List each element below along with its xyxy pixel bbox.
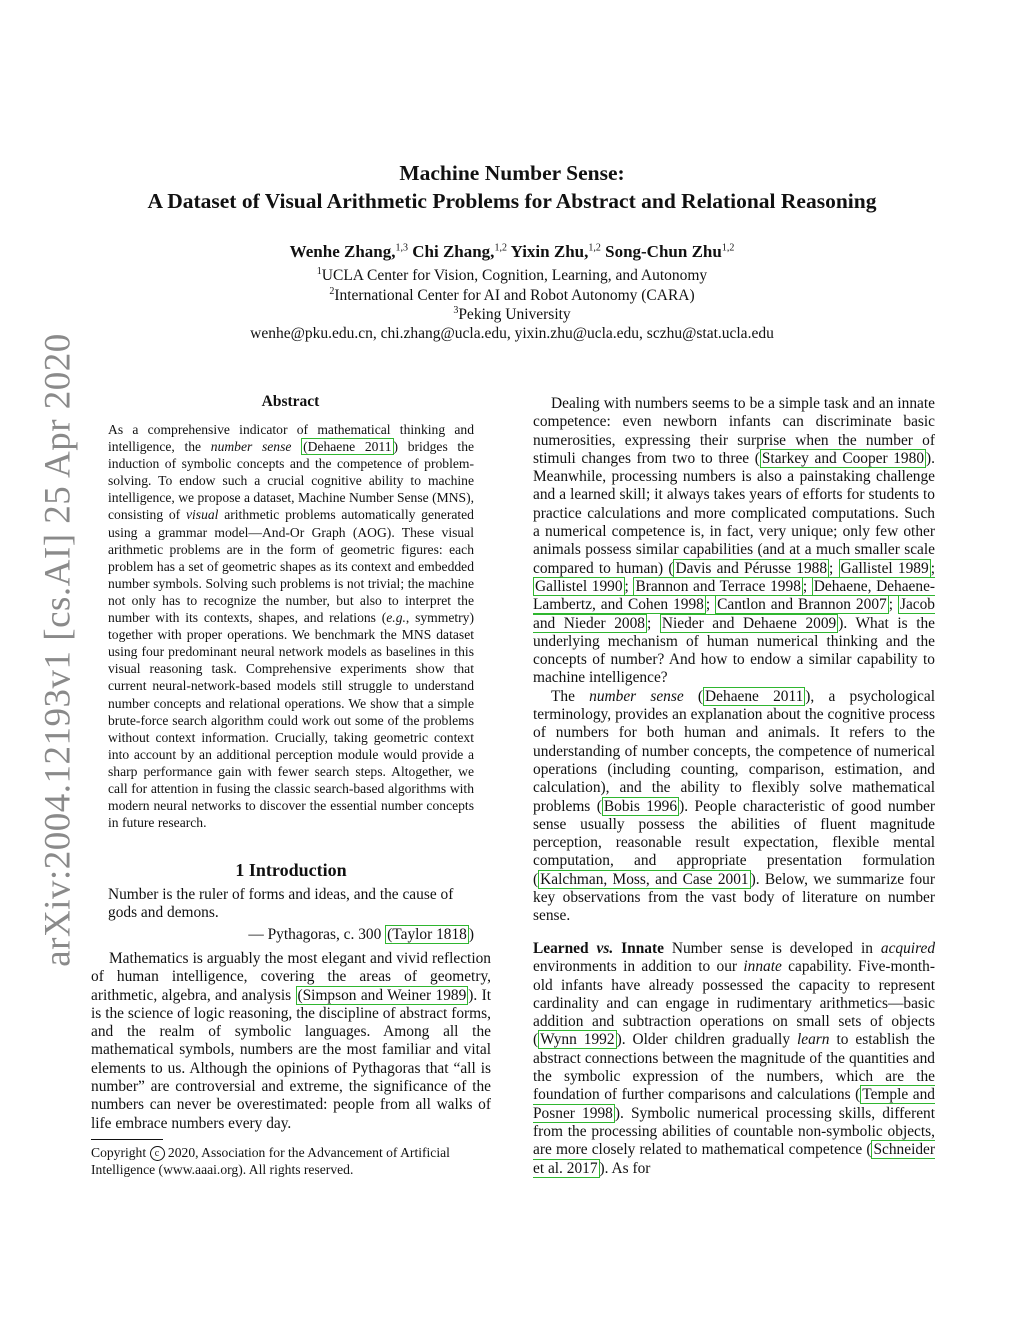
- right-column-paragraphs: [533, 395, 935, 926]
- author-name: Song-Chun Zhu: [605, 242, 722, 261]
- citation-link[interactable]: Brannon and Terrace 1998: [635, 577, 801, 595]
- affiliation: [0, 286, 1024, 305]
- abstract-heading: Abstract: [261, 393, 320, 410]
- author-name: Wenhe Zhang,: [289, 242, 396, 261]
- copyright-symbol: c: [150, 1146, 165, 1161]
- affiliation-text: International Center for AI and Robot Autonomy (CARA): [334, 287, 695, 304]
- author-list: [0, 242, 1024, 262]
- citation-link[interactable]: (Simpson and Weiner 1989: [297, 986, 467, 1004]
- citation-link[interactable]: Nieder and Dehaene 2009: [661, 614, 837, 632]
- epigraph-attribution: — Pythagoras, c. 300 (Taylor 1818 ): [248, 926, 474, 943]
- citation-link[interactable]: Starkey and Cooper 1980: [761, 449, 925, 467]
- author-affil-sup: 1,3: [395, 242, 408, 254]
- affiliation-sup: 2: [329, 285, 335, 297]
- citation-link[interactable]: Schneider et al. 2017: [533, 1141, 935, 1177]
- epigraph-quote: Number is the ruler of forms and ideas, and the cause of gods and demons.: [108, 886, 454, 922]
- citation-link[interactable]: (Taylor 1818: [387, 926, 467, 943]
- affiliation-text: Peking University: [458, 306, 571, 323]
- paper-title-line2: A Dataset of Visual Arithmetic Problems for Abstract and Relational Reasoning: [147, 189, 877, 213]
- learned-vs-innate-paragraph: Learned vs. Innate Number sense is developed in acquired environments in addition to our innate capability. Five-month-old infants have already possessed the capacity to represent cardinality and can engage in rudimentary arithmetics—basic addition and subtraction operations on small sets of objects ( Wynn 1992 ). Older children gradually learn to establish the abstract connections between the magnitude of the quantities and the symbolic expression of the numbers, which are the foundation of further comparisons and calculations ( Temple and Posner 1998 ). Symbolic numerical processing skills, different from the processing abilities of countable non-symbolic objects, are more closely related to mathematical competence ( Schneider et al. 2017 ). As for: [533, 940, 936, 1177]
- affiliation-sup: 3: [453, 304, 459, 316]
- affiliation-text: UCLA Center for Vision, Cognition, Learning, and Autonomy: [321, 267, 708, 284]
- paragraph: Dealing with numbers seems to be a simple task and an innate competence: even newborn infants can discriminate basic numerosities, expressing their surprise when the number of stimuli changes from two to three ( Starkey and Cooper 1980 ). Meanwhile, processing numbers is also a painstaking challenge and a learned skill; it always takes years of efforts for students to practice calculations and more complicated computations. Such a numerical competence is, in fact, very unique; only few other animals possess similar capabilities (and at a much smaller scale compared to human) ( Davis and Pérusse 1988 ; Gallistel 1989 ; Gallistel 1990 ; Brannon and Terrace 1998 ; Dehaene, Dehaene-Lambertz, and Cohen 1998 ; Cantlon and Brannon 2007 ; Jacob and Nieder 2008 ; Nieder and Dehaene 2009 ). What is the underlying mechanism of human numerical thinking and the concepts of number? And how to endow a similar capability to machine intelligence?: [533, 395, 936, 687]
- author-name: Yixin Zhu,: [510, 242, 589, 261]
- citation-link[interactable]: Temple and Posner 1998: [533, 1086, 935, 1122]
- paper-title-line1: Machine Number Sense:: [399, 161, 625, 185]
- citation-link[interactable]: Bobis 1996: [603, 797, 678, 815]
- paragraph: The number sense ( Dehaene 2011 ), a psychological terminology, provides an explanation about the cognitive process of numbers for both human and animals. It refers to the understanding of number concepts, the competence of numerical operations (including counting, comparison, estimation, and calculation), and the ability to flexibly solve mathematical problems ( Bobis 1996 ). People characteristic of good number sense usually possess the abilities of fluent magnitude perception, reasonable result expectation, flexible mental computation, and appropriate presentation formulation ( Kalchman, Moss, and Case 2001 ). Below, we summarize four key observations from the vast body of literature on number sense.: [533, 687, 935, 925]
- intro-paragraph: Mathematics is arguably the most elegant and vivid reflection of human intelligence, covering the areas of geometry, arithmetic, algebra, and analysis (Simpson and Weiner 1989 ). It is the science of logic reasoning, the discipline of abstract forms, and the realm of symbolic languages. Among all the mathematical symbols, numbers are the most familiar and vital elements to us. Although the opinions of Pythagoras that “all is number” are controversial and extreme, the significance of the numbers can never be overestimated: people from all walks of life embrace numbers every day.: [91, 950, 491, 1132]
- citation-link[interactable]: Gallistel 1989: [840, 559, 929, 577]
- citation-link[interactable]: Wynn 1992: [540, 1031, 615, 1049]
- paragraph-heading: Learned vs. Innate: [533, 940, 664, 957]
- citation-link[interactable]: Davis and Pérusse 1988: [675, 559, 828, 577]
- author-emails: wenhe@pku.edu.cn, chi.zhang@ucla.edu, yixin.zhu@ucla.edu, sczhu@stat.ucla.edu: [250, 325, 774, 342]
- citation-link[interactable]: Dehaene, Dehaene-Lambertz, and Cohen 1998: [533, 577, 936, 614]
- affiliation: [0, 305, 1024, 324]
- citation-link[interactable]: Kalchman, Moss, and Case 2001: [540, 870, 749, 888]
- citation-link[interactable]: (Dehaene 2011: [303, 439, 392, 455]
- footnote-rule: [91, 1139, 163, 1140]
- author-affil-sup: 1,2: [721, 242, 735, 254]
- citation-link[interactable]: Cantlon and Brannon 2007: [717, 596, 887, 614]
- citation-link[interactable]: Jacob and Nieder 2008: [533, 596, 935, 632]
- citation-link[interactable]: Dehaene 2011: [705, 687, 804, 705]
- copyright-notice: Copyright c 2020, Association for the Advancement of Artificial Intelligence (www.aaai.org). All rights reserved.: [91, 1145, 450, 1177]
- section-heading-introduction: 1 Introduction: [235, 860, 347, 880]
- author-affil-sup: 1,2: [494, 242, 507, 254]
- author-name: Chi Zhang,: [412, 242, 495, 261]
- affiliation-sup: 1: [316, 265, 322, 277]
- arxiv-stamp: arXiv:2004.12193v1 [cs.AI] 25 Apr 2020: [37, 333, 79, 967]
- abstract-body: As a comprehensive indicator of mathematical thinking and intelligence, the number sense (Dehaene 2011 ) bridges the induction of symbolic concepts and the competence of problem-solving. To endow such a crucial cognitive ability to machine intelligence, we propose a dataset, Machine Number Sense (MNS), consisting of visual arithmetic problems automatically generated using a grammar model—And-Or Graph (AOG). These visual arithmetic problems are in the form of geometric figures: each problem has a set of geometric shapes as its context and embedded number symbols. Solving such problems is not trivial; the machine not only has to recognize the number, but also to interpret the number with its contexts, shapes, and relations (e.g., symmetry) together with proper operations. We benchmark the MNS dataset using four predominant neural network models as baselines in this visual reasoning task. Comprehensive experiments show that current neural-network-based models still struggle to understand number concepts and relational operations. We show that a simple brute-force search algorithm could work out some of the problems without context information. Crucially, taking geometric context into account by an additional perception module would provide a sharp performance gain with fewer search steps. Altogether, we call for attention in fusing the classic search-based algorithms with modern neural networks to discover the essential number concepts in future research.: [108, 422, 475, 831]
- affiliation: [0, 266, 1024, 285]
- author-affil-sup: 1,2: [588, 242, 601, 254]
- citation-link[interactable]: Gallistel 1990: [535, 577, 623, 595]
